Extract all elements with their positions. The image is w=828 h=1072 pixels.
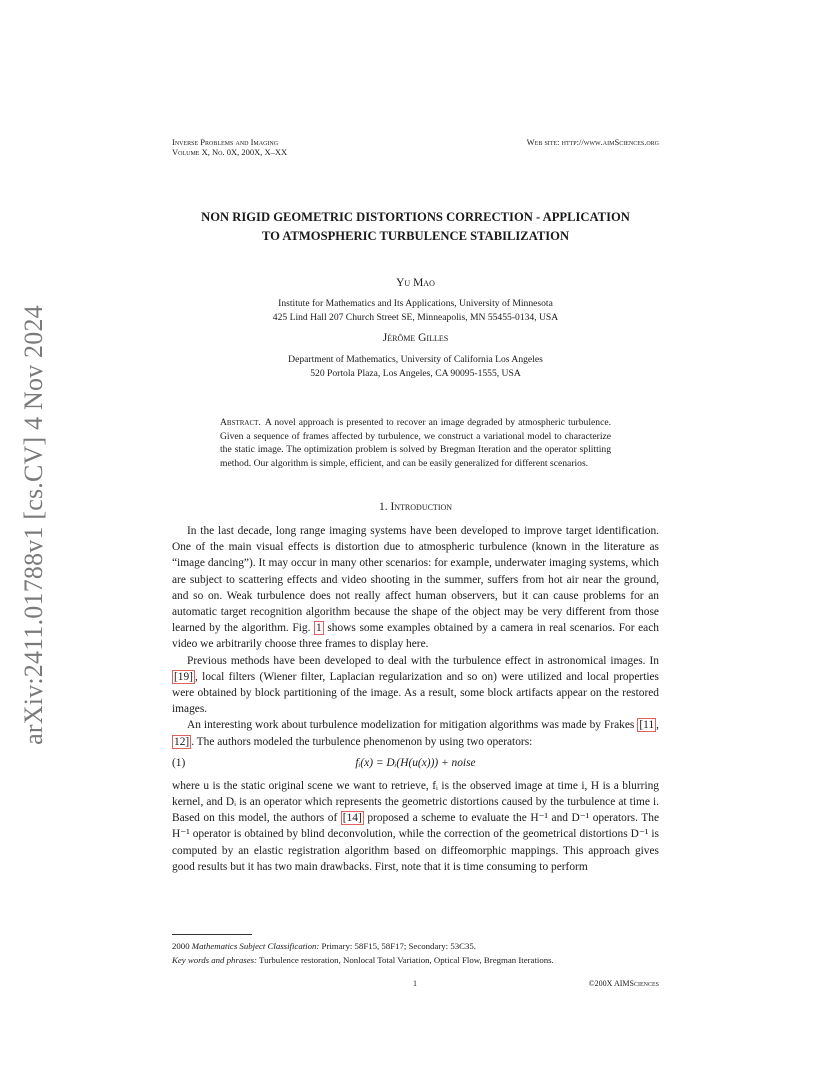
text-run: , local filters (Wiener filter, Laplacian regularization and so on) were utilized and local properties were obtained by block partitioning of the image. As a result, some block artifacts appear on the restored images. [172,670,659,716]
msc-classification [172,940,659,954]
section-title: 1. Introduction [378,501,453,513]
footnote [172,940,659,967]
address-line: 425 Lind Hall 207 Church Street SE, Minneapolis, MN 55455-0134, USA [272,311,559,323]
text-run: proposed a scheme to evaluate the H⁻¹ and D⁻¹ operators. The H⁻¹ operator is obtained by blind deconvolution, while the correction of the geometrical distortions D⁻¹ is computed by an elastic registration algorithm based on diffeomorphic mappings. This approach gives good results but it has two main drawbacks. First, note that it is time consuming to perform [172,812,660,873]
text-run: Turbulence restoration, Nonlocal Total Variation, Optical Flow, Bregman Iterations. [256,954,554,965]
citation-link[interactable]: [14] [342,812,362,825]
abstract [220,416,611,470]
text-run: Primary: 58F15, 58F17; Secondary: 53C35. [319,941,476,951]
equation-body: fᵢ(x) = Dᵢ(H(u(x))) + noise [355,756,476,769]
text-run: shows some examples obtained by a camera in real scenarios. For each video we arbitrarily choose three frames to display here. [172,622,659,651]
title-line-2: TO ATMOSPHERIC TURBULENCE STABILIZATION [261,229,570,243]
journal-info [172,137,287,157]
page-number: 1 [413,979,417,988]
text-run: An interesting work about turbulence modelization for mitigation algorithms was made by Frakes [187,719,638,732]
author-affiliation-1 [172,297,659,324]
address-line: 520 Portola Plaza, Los Angeles, CA 90095-1555, USA [310,367,521,379]
paper-title [172,208,659,246]
title-line-1: NON RIGID GEOMETRIC DISTORTIONS CORRECTION - APPLICATION [201,210,630,224]
equation-number: (1) [172,756,186,769]
journal-website: Web site: http://www.aimSciences.org [526,137,659,147]
equation-1 [172,750,659,778]
copyright: ©200X AIMSciences [588,979,659,988]
author-name-1: Yu Mao [396,277,435,289]
arxiv-id-text: arXiv:2411.01788v1 [cs.CV] 4 Nov 2024 [19,305,48,745]
affiliation-line: Department of Mathematics, University of California Los Angeles [288,354,543,365]
citation-link[interactable]: [19] [174,670,193,683]
paragraph-4 [172,778,659,875]
affiliation-line: Institute for Mathematics and Its Applications, University of Minnesota [278,298,553,309]
msc-label: Mathematics Subject Classification: [191,941,320,951]
paragraph-3 [172,717,659,749]
body-text [172,523,659,875]
footnote-rule [172,934,252,935]
author-affiliation-2 [172,353,659,380]
text-run: 2000 [172,941,192,951]
journal-volume: Volume X, No. 0X, 200X, X–XX [172,147,288,157]
paragraph-1 [172,523,659,653]
author-name-2: Jérôme Gilles [382,332,449,344]
text-run: In the last decade, long range imaging systems have been developed to improve target identification. One of the main visual effects is distortion due to atmospheric turbulence (known in the literature as “image dancing”). It may occur in many other scenarios: for example, underwater imaging systems, which are subject to scattering effects and video shooting in the summer, suffers from hot air near the ground, and so on. Weak turbulence does not really affect human observers, but it can cause problems for an automatic target recognition algorithm because the shape of the object may be very different from those learned by the algorithm. Fig. [172,525,659,635]
citation-link[interactable]: 12] [174,735,190,748]
text-run: . The authors modeled the turbulence phenomenon by using two operators: [191,735,533,748]
text-run: Previous methods have been developed to deal with the turbulence effect in astronomical images. In [187,654,659,667]
arxiv-identifier-stamp [12,290,56,760]
text-run: where u is the static original scene we want to retrieve, fᵢ is the observed image at time i, H is a blurring kernel, and Dᵢ is an operator which represents the geometric distortions caused by the turbulence at time i. Based on this model, the authors of [172,779,659,825]
abstract-label: Abstract. [220,417,261,428]
figure-ref-link[interactable]: 1 [316,622,322,635]
abstract-text: A novel approach is presented to recover an image degraded by atmospheric turbulence. Given a sequence of frames affected by turbulence, we construct a variational model to characterize the static image. The optimization problem is solved by Bregman Iteration and the operator splitting method. Our algorithm is simple, efficient, and can be easily generalized for different scenarios. [220,417,611,469]
keywords-label: Key words and phrases: [172,954,257,965]
citation-link[interactable]: [11 [639,719,655,732]
paragraph-2 [172,653,659,718]
text-run: , [656,719,659,732]
keywords [172,954,659,968]
journal-name: Inverse Problems and Imaging [172,137,279,147]
